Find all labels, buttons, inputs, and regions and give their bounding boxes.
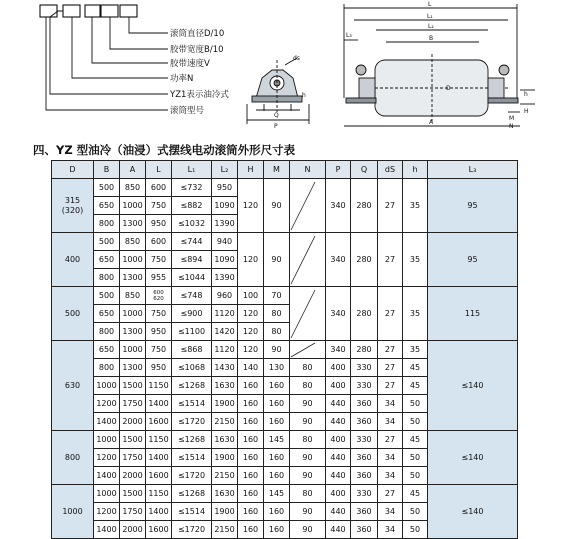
table-cell: 360 xyxy=(351,413,378,431)
table-cell: 950 xyxy=(146,215,172,233)
table-row xyxy=(52,179,518,197)
n-diagonal-icon xyxy=(290,235,316,285)
table-row xyxy=(52,233,518,251)
legend-drum-model: 滚筒型号 xyxy=(170,106,205,116)
table-cell: 750 xyxy=(146,251,172,269)
header-cell: N xyxy=(290,161,326,179)
table-cell: ≤1514 xyxy=(172,449,212,467)
table-cell: 1750 xyxy=(120,395,146,413)
header-cell: L xyxy=(146,161,172,179)
side-ds-label: ds xyxy=(293,55,300,62)
table-row xyxy=(52,287,518,305)
table-cell: 440 xyxy=(326,503,351,521)
table-cell: ≤1268 xyxy=(172,485,212,503)
table-cell: 160 xyxy=(238,413,264,431)
header-cell: Q xyxy=(351,161,378,179)
legend-belt-speed: 胶带速度V xyxy=(170,59,210,69)
table-cell: 1600 xyxy=(146,521,172,539)
table-cell: 960 xyxy=(212,287,238,305)
table-cell: 600 xyxy=(146,179,172,197)
header-cell: P xyxy=(326,161,351,179)
table-cell: 330 xyxy=(351,359,378,377)
table-cell: 50 xyxy=(403,503,428,521)
table-cell: 80 xyxy=(290,431,326,449)
table-cell: 1400 xyxy=(94,413,120,431)
front-l2-label: L₂ xyxy=(428,23,434,30)
table-cell: 1000 xyxy=(120,197,146,215)
table-cell: 1000 xyxy=(94,377,120,395)
table-cell: 160 xyxy=(264,467,290,485)
table-cell: 1150 xyxy=(146,431,172,449)
table-cell: 50 xyxy=(403,467,428,485)
table-cell: 1000 xyxy=(94,485,120,503)
table-cell: 1300 xyxy=(120,215,146,233)
table-cell: 1400 xyxy=(146,449,172,467)
table-cell: 1630 xyxy=(212,431,238,449)
table-cell: 360 xyxy=(351,395,378,413)
table-cell: 330 xyxy=(351,431,378,449)
table-cell: 27 xyxy=(378,287,403,341)
table-cell: 500 xyxy=(94,179,120,197)
legend-belt-width: 胶带宽度B/10 xyxy=(170,45,224,55)
table-cell: 1300 xyxy=(120,323,146,341)
table-cell: 90 xyxy=(290,503,326,521)
table-cell: 50 xyxy=(403,395,428,413)
front-h-upper-label: h xyxy=(524,91,528,98)
table-row xyxy=(52,341,518,359)
table-cell: 90 xyxy=(290,449,326,467)
table-cell: 145 xyxy=(264,431,290,449)
table-cell: 70 xyxy=(264,287,290,305)
side-p-label: P xyxy=(274,123,278,130)
table-cell: ≤1514 xyxy=(172,503,212,521)
table-cell: 330 xyxy=(351,485,378,503)
table-cell: 34 xyxy=(378,449,403,467)
table-cell: 1000 xyxy=(120,251,146,269)
table-cell: 1200 xyxy=(94,503,120,521)
table-cell: 160 xyxy=(264,503,290,521)
table-cell: 1630 xyxy=(212,485,238,503)
table-cell: 1420 xyxy=(212,323,238,341)
front-l3-label: L₃ xyxy=(346,32,352,39)
table-cell: 330 xyxy=(351,377,378,395)
table-cell: ≤1032 xyxy=(172,215,212,233)
table-cell: 130 xyxy=(264,359,290,377)
table-cell: 90 xyxy=(290,521,326,539)
table-cell: 50 xyxy=(403,521,428,539)
d-cell: 1000 xyxy=(52,485,94,539)
table-cell: 1900 xyxy=(212,503,238,521)
legend-oil-cooled: YZ1表示油冷式 xyxy=(170,90,229,100)
table-cell: 750 xyxy=(146,197,172,215)
table-cell: 1390 xyxy=(212,269,238,287)
n-cell xyxy=(290,233,326,287)
table-cell: 440 xyxy=(326,521,351,539)
table-cell: 500 xyxy=(94,287,120,305)
top-drawings xyxy=(0,0,571,140)
table-cell: 1400 xyxy=(146,503,172,521)
table-cell: ≤1720 xyxy=(172,521,212,539)
table-cell: 950 xyxy=(146,359,172,377)
dimension-table xyxy=(51,160,518,539)
legend-drum-diameter: 滚筒直径D/10 xyxy=(170,29,225,39)
table-cell: 650 xyxy=(94,197,120,215)
d-cell: 400 xyxy=(52,233,94,287)
table-cell: ≤748 xyxy=(172,287,212,305)
table-cell: 34 xyxy=(378,413,403,431)
header-cell: h xyxy=(403,161,428,179)
model-code-leaders xyxy=(46,11,168,110)
l3-cell: 95 xyxy=(428,233,518,287)
table-cell: 500 xyxy=(94,233,120,251)
front-d-label: D xyxy=(446,85,451,92)
table-cell: 90 xyxy=(290,395,326,413)
table-cell: ≤894 xyxy=(172,251,212,269)
table-cell: ≤1044 xyxy=(172,269,212,287)
table-cell: 2150 xyxy=(212,521,238,539)
n-cell xyxy=(290,179,326,233)
table-cell: 1400 xyxy=(146,395,172,413)
table-cell: 27 xyxy=(378,179,403,233)
table-cell: 27 xyxy=(378,233,403,287)
table-cell: 80 xyxy=(290,377,326,395)
d-cell: 800 xyxy=(52,431,94,485)
side-h-label: h xyxy=(302,92,306,99)
front-b-label: B xyxy=(429,35,434,42)
table-cell: 45 xyxy=(403,485,428,503)
n-cell xyxy=(290,341,326,359)
table-cell: ≤868 xyxy=(172,341,212,359)
header-cell: dS xyxy=(378,161,403,179)
table-cell: 1300 xyxy=(120,359,146,377)
table-cell: 800 xyxy=(94,215,120,233)
table-cell: 120 xyxy=(238,179,264,233)
table-cell: 35 xyxy=(403,233,428,287)
table-cell: 650 xyxy=(94,251,120,269)
table-cell: 1900 xyxy=(212,395,238,413)
side-q-label: Q xyxy=(274,112,279,119)
table-cell: 160 xyxy=(264,413,290,431)
table-cell: 650 xyxy=(94,305,120,323)
table-cell: 160 xyxy=(238,503,264,521)
table-cell: 34 xyxy=(378,521,403,539)
table-cell: 1090 xyxy=(212,251,238,269)
table-cell: 2000 xyxy=(120,521,146,539)
header-cell: L₁ xyxy=(172,161,212,179)
table-cell: 1750 xyxy=(120,449,146,467)
table-cell: 600 xyxy=(146,233,172,251)
n-cell xyxy=(290,287,326,341)
table-cell: 1500 xyxy=(120,485,146,503)
table-cell: 27 xyxy=(378,485,403,503)
table-cell: 850 xyxy=(120,233,146,251)
table-cell: 1200 xyxy=(94,395,120,413)
d-cell: 315 (320) xyxy=(52,179,94,233)
table-cell: 850 xyxy=(120,287,146,305)
table-cell: 800 xyxy=(94,359,120,377)
n-diagonal-icon xyxy=(290,342,316,358)
table-cell: 1600 xyxy=(146,413,172,431)
table-cell: ≤1268 xyxy=(172,377,212,395)
table-cell: 80 xyxy=(264,323,290,341)
table-cell: 80 xyxy=(290,359,326,377)
table-cell: 360 xyxy=(351,467,378,485)
table-cell: ≤900 xyxy=(172,305,212,323)
table-cell: 160 xyxy=(264,377,290,395)
table-cell: 145 xyxy=(264,485,290,503)
front-l-label: L xyxy=(428,1,432,8)
table-cell: ≤1720 xyxy=(172,467,212,485)
table-cell: 90 xyxy=(264,341,290,359)
table-cell: 50 xyxy=(403,413,428,431)
l3-cell: 95 xyxy=(428,179,518,233)
table-cell: ≤744 xyxy=(172,233,212,251)
header-cell: L₂ xyxy=(212,161,238,179)
table-cell: 1430 xyxy=(212,359,238,377)
table-cell: 90 xyxy=(264,179,290,233)
table-cell: 1000 xyxy=(120,341,146,359)
table-cell: 27 xyxy=(378,359,403,377)
header-cell: M xyxy=(264,161,290,179)
legend-power: 功率N xyxy=(170,74,194,84)
table-cell: 120 xyxy=(238,341,264,359)
table-cell: 950 xyxy=(146,323,172,341)
table-cell: 650 xyxy=(94,341,120,359)
table-row xyxy=(52,431,518,449)
table-cell: 160 xyxy=(238,449,264,467)
table-cell: 1500 xyxy=(120,431,146,449)
table-cell: 750 xyxy=(146,305,172,323)
table-row xyxy=(52,485,518,503)
table-cell: 800 xyxy=(94,323,120,341)
table-cell: 440 xyxy=(326,449,351,467)
table-cell: 120 xyxy=(238,305,264,323)
l3-cell: ≤140 xyxy=(428,431,518,485)
table-cell: 100 xyxy=(238,287,264,305)
front-n-label: N xyxy=(509,123,514,130)
table-cell: 160 xyxy=(264,449,290,467)
d-cell: 500 xyxy=(52,287,94,341)
table-cell: 440 xyxy=(326,413,351,431)
front-m-label: M xyxy=(509,115,515,122)
table-cell: 45 xyxy=(403,377,428,395)
table-cell: 34 xyxy=(378,395,403,413)
table-cell: 1150 xyxy=(146,377,172,395)
table-cell: 600 620 xyxy=(146,287,172,305)
table-title: 四、YZ 型油冷（油浸）式摆线电动滚筒外形尺寸表 xyxy=(33,143,296,157)
table-cell: 1750 xyxy=(120,503,146,521)
table-cell: 90 xyxy=(264,233,290,287)
n-diagonal-icon xyxy=(290,289,316,339)
table-cell: 940 xyxy=(212,233,238,251)
table-cell: 1000 xyxy=(120,305,146,323)
table-cell: ≤1068 xyxy=(172,359,212,377)
table-cell: 2000 xyxy=(120,413,146,431)
table-cell: 27 xyxy=(378,341,403,359)
table-cell: 160 xyxy=(264,521,290,539)
table-cell: 34 xyxy=(378,503,403,521)
l3-cell: 115 xyxy=(428,287,518,341)
front-view-drawing xyxy=(344,4,535,126)
table-cell: 1630 xyxy=(212,377,238,395)
table-cell: 35 xyxy=(403,287,428,341)
table-cell: 1150 xyxy=(146,485,172,503)
table-cell: 35 xyxy=(403,179,428,233)
table-cell: 1120 xyxy=(212,305,238,323)
header-cell: D xyxy=(52,161,94,179)
table-cell: ≤1514 xyxy=(172,395,212,413)
d-cell: 630 xyxy=(52,341,94,431)
front-a-label: A xyxy=(429,119,434,126)
table-cell: 90 xyxy=(290,413,326,431)
table-cell: 2150 xyxy=(212,413,238,431)
table-cell: 1400 xyxy=(94,467,120,485)
table-cell: 27 xyxy=(378,377,403,395)
front-l1-label: L₁ xyxy=(427,13,433,20)
table-cell: 2000 xyxy=(120,467,146,485)
table-cell: 750 xyxy=(146,341,172,359)
table-cell: 140 xyxy=(238,359,264,377)
table-cell: 160 xyxy=(238,377,264,395)
table-cell: 400 xyxy=(326,485,351,503)
table-cell: ≤732 xyxy=(172,179,212,197)
table-cell: ≤1268 xyxy=(172,431,212,449)
table-cell: 1400 xyxy=(94,521,120,539)
model-code-boxes xyxy=(40,5,137,17)
table-cell: 160 xyxy=(238,467,264,485)
table-cell: 850 xyxy=(120,179,146,197)
table-cell: 280 xyxy=(351,179,378,233)
table-cell: 1300 xyxy=(120,269,146,287)
table-cell: 400 xyxy=(326,431,351,449)
table-cell: 280 xyxy=(351,341,378,359)
table-cell: 950 xyxy=(212,179,238,197)
table-cell: ≤882 xyxy=(172,197,212,215)
table-cell: 440 xyxy=(326,467,351,485)
table-cell: 120 xyxy=(238,323,264,341)
table-cell: 1600 xyxy=(146,467,172,485)
table-cell: 80 xyxy=(264,305,290,323)
table-cell: 360 xyxy=(351,449,378,467)
table-cell: ≤1100 xyxy=(172,323,212,341)
table-cell: 340 xyxy=(326,287,351,341)
l3-cell: ≤140 xyxy=(428,485,518,539)
table-cell: 27 xyxy=(378,431,403,449)
table-cell: 1120 xyxy=(212,341,238,359)
table-cell: 360 xyxy=(351,503,378,521)
front-h-label: H xyxy=(524,108,529,115)
table-cell: 1500 xyxy=(120,377,146,395)
table-cell: 80 xyxy=(290,485,326,503)
table-cell: 1090 xyxy=(212,197,238,215)
table-cell: 1390 xyxy=(212,215,238,233)
l3-cell: ≤140 xyxy=(428,341,518,431)
table-cell: 50 xyxy=(403,449,428,467)
table-cell: 34 xyxy=(378,467,403,485)
table-cell: 2150 xyxy=(212,467,238,485)
table-cell: 400 xyxy=(326,377,351,395)
table-cell: 360 xyxy=(351,521,378,539)
table-cell: 1200 xyxy=(94,449,120,467)
table-header-row xyxy=(52,161,518,179)
table-cell: 160 xyxy=(238,521,264,539)
table-cell: 955 xyxy=(146,269,172,287)
table-cell: 280 xyxy=(351,233,378,287)
header-cell: B xyxy=(94,161,120,179)
table-cell: 160 xyxy=(238,431,264,449)
table-cell: 340 xyxy=(326,179,351,233)
table-cell: 400 xyxy=(326,359,351,377)
table-cell: 340 xyxy=(326,233,351,287)
header-cell: H xyxy=(238,161,264,179)
table-cell: 440 xyxy=(326,395,351,413)
table-cell: 90 xyxy=(290,467,326,485)
table-cell: 160 xyxy=(238,395,264,413)
table-cell: 340 xyxy=(326,341,351,359)
n-diagonal-icon xyxy=(290,181,316,231)
header-cell: L₃ xyxy=(428,161,518,179)
table-cell: 800 xyxy=(94,269,120,287)
header-cell: A xyxy=(120,161,146,179)
table-cell: 160 xyxy=(264,395,290,413)
table-cell: 1900 xyxy=(212,449,238,467)
table-cell: 1000 xyxy=(94,431,120,449)
table-cell: ≤1720 xyxy=(172,413,212,431)
table-cell: 35 xyxy=(403,341,428,359)
table-cell: 280 xyxy=(351,287,378,341)
table-cell: 120 xyxy=(238,233,264,287)
table-cell: 45 xyxy=(403,359,428,377)
table-cell: 45 xyxy=(403,431,428,449)
table-cell: 160 xyxy=(238,485,264,503)
